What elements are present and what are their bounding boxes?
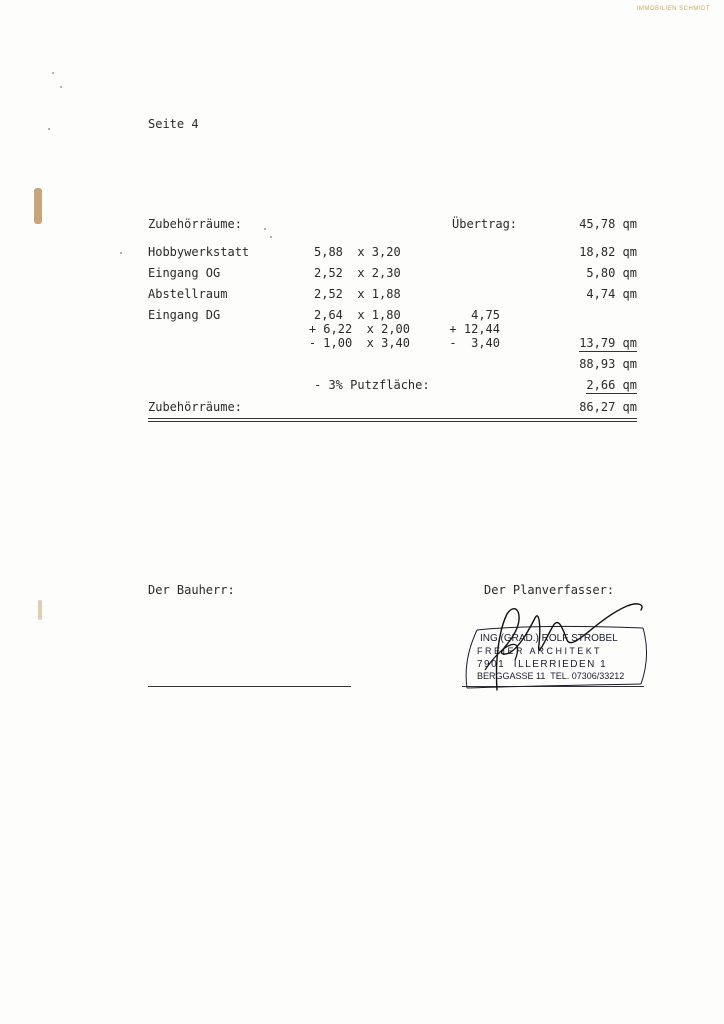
handwritten-signature-icon	[455, 600, 655, 700]
room-dims: 5,88 x 3,20	[314, 245, 401, 259]
double-underline	[148, 418, 637, 422]
room-name: Eingang DG	[148, 308, 221, 322]
room-total: 4,74 qm	[586, 287, 637, 301]
deduction-label: - 3% Putzfläche:	[314, 378, 430, 392]
room-name: Hobbywerkstatt	[148, 245, 250, 259]
room-total: 13,79 qm	[579, 336, 637, 350]
speck	[264, 228, 266, 230]
room-total: 5,80 qm	[586, 266, 637, 280]
result-value: 86,27 qm	[579, 400, 637, 414]
room-subtotal: - 3,40	[449, 336, 500, 350]
deduction-value: 2,66 qm	[586, 378, 637, 392]
speck	[52, 72, 54, 74]
room-name: Abstellraum	[148, 287, 228, 301]
architect-stamp	[455, 600, 655, 700]
speck	[270, 236, 272, 238]
room-dims-extra: - 1,00 x 3,40	[308, 336, 410, 350]
subtotal-value: 88,93 qm	[579, 357, 637, 371]
room-subtotal: + 12,44	[449, 322, 500, 336]
brand-watermark: IMMOBILIEN SCHMIDT	[636, 6, 710, 12]
paper-stain	[34, 188, 42, 224]
page-number: Seite 4	[148, 117, 199, 131]
carry-over-value: 45,78 qm	[579, 217, 637, 231]
room-dims: 2,52 x 1,88	[314, 287, 401, 301]
stamp-line: BERGGASSE 11 TEL. 07306/33212	[477, 671, 625, 681]
stamp-line: F R E I E R A R C H I T E K T	[477, 646, 600, 656]
room-total: 18,82 qm	[579, 245, 637, 259]
speck	[48, 128, 50, 130]
stamp-line: 7901 ILLERRIEDEN 1	[477, 659, 608, 670]
speck	[120, 252, 122, 254]
paper-stain	[38, 600, 42, 620]
signature-label-architect: Der Planverfasser:	[484, 583, 615, 597]
room-dims-extra: + 6,22 x 2,00	[308, 322, 410, 336]
room-name: Eingang OG	[148, 266, 221, 280]
room-dims: 2,52 x 2,30	[314, 266, 401, 280]
carry-over-label: Übertrag:	[452, 217, 518, 231]
room-dims: 2,64 x 1,80	[314, 308, 401, 322]
stamp-line: ING.(GRAD.) ROLF STROBEL	[480, 633, 618, 644]
speck	[60, 86, 62, 88]
room-subtotal: 4,75	[471, 308, 500, 322]
section-label: Zubehörräume:	[148, 217, 242, 231]
signature-line-owner	[148, 686, 351, 687]
signature-label-owner: Der Bauherr:	[148, 583, 235, 597]
result-label: Zubehörräume:	[148, 400, 242, 414]
